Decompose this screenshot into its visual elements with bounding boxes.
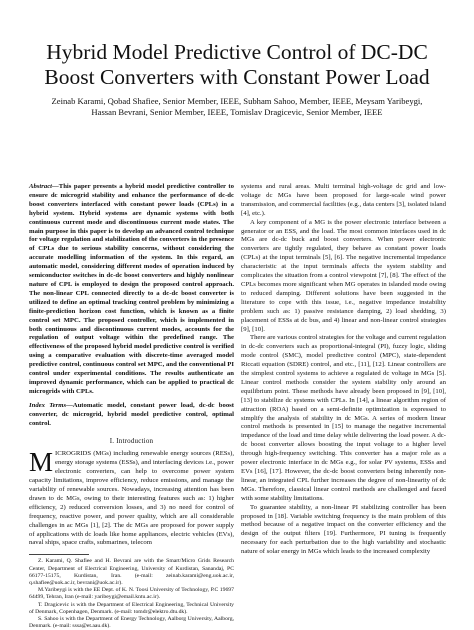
body-paragraph-1: systems and rural areas. Multi terminal high-voltage dc grid and low-voltage dc MGs have been proposed for large-scale wind power transmission, and commercial facilities (e.g., data centers [3], isolated island [4], etc.).: [241, 183, 446, 217]
index-terms: [29, 402, 234, 429]
section-heading: I. Introduction: [109, 437, 154, 446]
footnote-rule: [29, 554, 89, 555]
footnotes: [29, 558, 234, 630]
author-list: [20, 96, 454, 119]
footnote-2: M.Yaribeygi is with the EE Dept. of K. N. Toosi University of Technology, P.C 19697 64499, Tehran, Iran (e-mail: yaribeygi@email.kntu.ac.ir).: [29, 587, 234, 601]
footnote-1: Z. Karami, Q. Shafiee and H. Bevrani are with the Smart/Micro Grids Research Center, Department of Electrical Engineering, University of Kurdistan, Sanandaj, PC 66177-15175, Kurdistan, Iran. (e-mail: zeinab.karami@eng.uok.ac.ir, q.shafiee@uok.ac.ir, bevrani@uok.ac.ir).: [29, 558, 234, 586]
index-terms-lead: Index Terms: [29, 401, 67, 409]
footnote-3: T. Dragicevic is with the Department of Electrical Engineering, Technical University of Denmark, Copenhagen, Denmark. (e-mail: tomdr@elektro.dtu.dk).: [29, 601, 234, 615]
index-terms-text: —Automatic model, constant power load, dc-dc boost converter, dc microgrid, hybrid model predictive control, optimal control.: [29, 401, 234, 427]
author-line-2: Hassan Bevrani, Senior Member, IEEE, Tomislav Dragicevic, Senior Member, IEEE: [91, 107, 383, 118]
drop-cap: M: [29, 447, 54, 478]
author-line-1: Zeinab Karami, Qobad Shafiee, Senior Member, IEEE, Subham Sahoo, Member, IEEE, Meysam Yaribeygi,: [51, 96, 423, 106]
body-paragraph-4: To guarantee stability, a non-linear PI stabilizing controller has been proposed in [18]. Variable switching frequency is the main problem of this method because of a negative impact on the converter efficiency and the design of the output filters [19]. Furthermore, PI tuning is frequently necessary for each perturbation due to the high variability and stochastic nature of solar energy in MGs which leads to the increased complexity: [241, 503, 446, 556]
right-column: [241, 183, 446, 557]
abstract-lead: Abstract: [29, 183, 53, 190]
abstract: [29, 183, 234, 397]
body-paragraph-3: There are various control strategies for the voltage and current regulation in dc-dc converters such as proportional-integral (PI), fuzzy logic, sliding mode control (SMC), model predictive control (MPC), state-dependent Riccati equation (SDRE) control, and etc., [11], [12]. Linear controllers are the simplest control systems to achieve a regulated dc voltage in MGs [5]. Linear control methods consider the system stability only around an equilibrium point. These methods have already been proposed in [9], [10], [13] to stabilize dc systems with CPLs. In [14], a linear algorithm region of attraction (ROA) based on a semi-definite optimization is expressed to simplify the analysis of stability in dc MGs. A series of modern linear control methods is presented in [15] to manage the negative incremental impedance of the load and time delay while delivering the load power. A dc-dc boost converter allows boosting the input voltage to a higher level through high-frequency switching. This converter has a major role as a power electronic interface in dc MGs e.g., for solar PV systems, ESSs and EVs [16], [17]. However, the dc-dc boost converters being inherently non-linear, an integrated CPL further increases the degree of non-linearity of dc MGs. Therefore, classical linear control methods are challenged and faced with some stability limitations.: [241, 334, 446, 502]
footnote-4: S. Sahoo is with the Department of Energy Technology, Aalborg University, Aalborg, Denmark. (e-mail: sssa@et.aau.dk).: [29, 615, 234, 630]
introduction-text: ICROGRIDS (MGs) including renewable energy sources (RESs), energy storage systems (ESSs), and interfacing devices i.e., power electronic converters, can help to overcome power system capacity limitations, improve efficiency, reduce emissions, and manage the variability of renewable sources. Nowadays, increasing attention has been drawn to dc MGs, owing to their interesting features such as: 1) higher efficiency, 2) reduced conversion losses, and 3) no need for control of frequency, reactive power, and power quality, which are all considerable challenges in ac MGs [1], [2]. The dc MGs are proposed for power supply of applications with dc loads like home appliances, electric vehicles (EVs), naval ships, space crafts, submarines, telecom: [29, 450, 234, 547]
paper-title: Hybrid Model Predictive Control of DC-DC Boost Converters with Constant Power Load: [44, 40, 430, 89]
body-paragraph-2: A key component of a MG is the power electronic interface between a generator or an ESS, and the load. The most common interfaces used in dc MGs are dc-dc buck and boost converters. When power electronic converters are tightly regulated, they behave as constant power loads (CPLs) at the input terminals [5], [6]. The negative incremental impedance characteristic at the input terminals affects the system stability and complicates the situation from a control viewpoint [7], [8]. The effect of the CPLs becomes more significant when MG operates in islanded mode owing to reduced damping. Different solutions have been suggested in the literature to cope with this issue, i.e., negative impedance instability problem such as: 1) passive resistance damping, 2) load shedding, 3) placement of ESSs at dc bus, and 4) linear and non-linear control strategies [9], [10].: [241, 218, 446, 333]
abstract-text: —This paper presents a hybrid model predictive controller to ensure dc microgrid stability and enhance the performance of dc-dc boost converters interfaced with constant power loads (CPLs) in a hybrid system. Hybrid systems are dynamic systems with both continuous current mode and discontinuous current mode states. The main purpose in this paper is to develop an advanced control technique for voltage regulation and stabilization of the converters in the presence of CPLs due to serious stability concerns, without considering the accurate modelling information of the system. In this regard, an automatic model, considering different modes of operation induced by semiconductor switches in dc-dc boost converters and highly nonlinear nature of CPL is employed to design the proposed control approach. The non-linear CPL connected directly to a dc-dc boost converter is utilized to define an optimal tracking control problem by minimizing a finite-prediction horizon cost function, which is known as a finite control set MPC. The proposed controller, which is implemented in both continuous and discontinuous current modes, accounts for the regulation of output voltage within the predefined range. The effectiveness of the proposed hybrid model predictive control is verified using a comparative evaluation with discrete-time averaged model predictive control, continuous control set MPC, and the conventional PI control under experimental conditions. The results authenticate an improved dynamic performance, which can be applied to practical dc microgrids with CPLs.: [29, 183, 234, 395]
left-column: [29, 183, 234, 630]
introduction-paragraph: [29, 447, 234, 548]
